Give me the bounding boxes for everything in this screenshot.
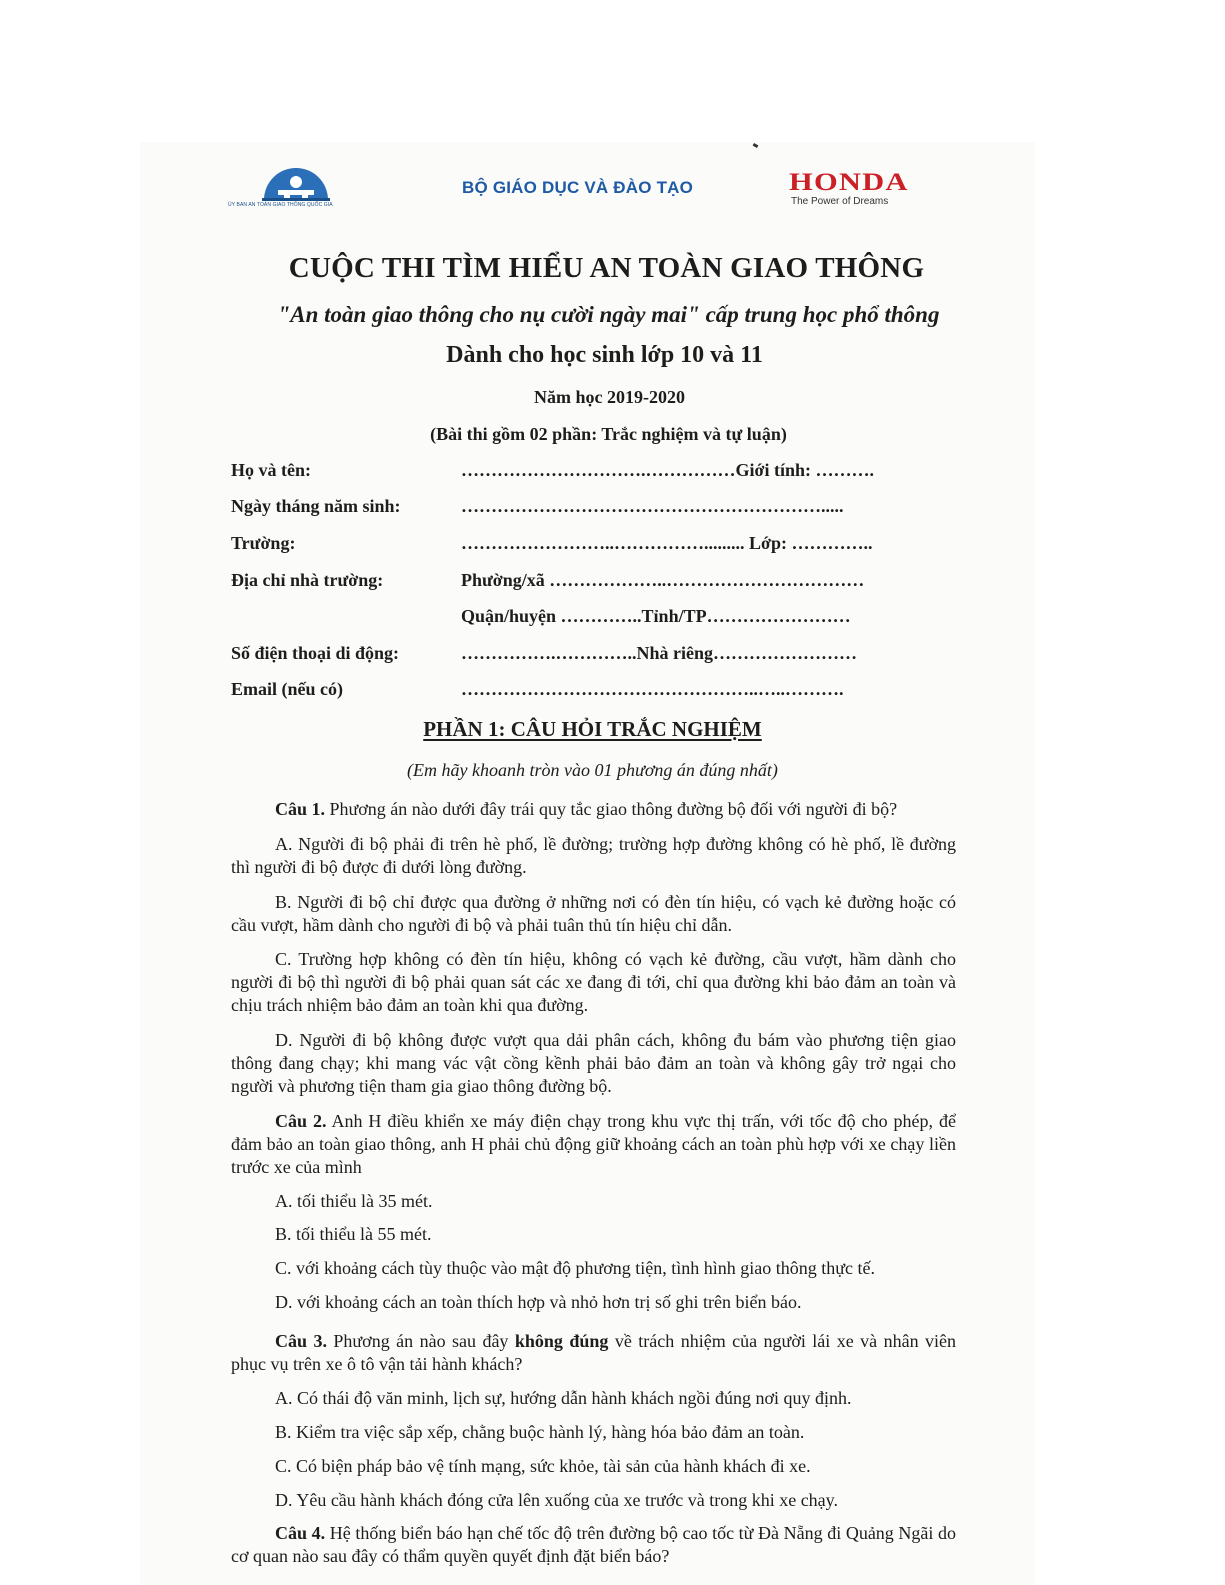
contest-subtitle: "An toàn giao thông cho nụ cười ngày mai" cấp trung học phổ thông [277, 302, 940, 327]
school-label: Trường: [231, 533, 296, 553]
name-label: Họ và tên: [231, 460, 311, 480]
question-3-label: Câu 3. [275, 1331, 327, 1351]
ward-field[interactable]: Phường/xã ………………..…………………………… [461, 570, 865, 590]
question-1-option-d[interactable]: D. Người đi bộ không được vượt qua dải phân cách, không đu bám vào phương tiện giao thông đang chạy; khi mang vác vật cồng kềnh phải bảo đảm an toàn và không gây trở ngại cho người và phương tiện tham gia giao thông đường bộ. [231, 1030, 956, 1096]
name-field[interactable]: ………………………….……………Giới tính: ………. [461, 460, 874, 480]
question-3-text-after: về trách nhiệm của người lái xe và nhân viên phục vụ trên xe ô tô vận tải hành khách? [231, 1331, 956, 1374]
honda-logo [787, 169, 909, 207]
question-1 [231, 798, 956, 821]
question-1-text: Phương án nào dưới đây trái quy tắc giao thông đường bộ đối với người đi bộ? [325, 799, 898, 819]
question-3 [231, 1330, 956, 1376]
question-1-label: Câu 1. [275, 799, 326, 819]
honda-tagline: The Power of Dreams [791, 196, 889, 207]
question-3-emphasis: không đúng [514, 1331, 609, 1351]
question-2-option-a[interactable]: A. tối thiểu là 35 mét. [275, 1191, 433, 1211]
email-field[interactable]: …………………………………………..…..………. [461, 679, 844, 699]
question-2-option-d[interactable]: D. với khoảng cách an toàn thích hợp và nhỏ hơn trị số ghi trên biển báo. [275, 1292, 802, 1312]
question-3-option-c[interactable]: C. Có biện pháp bảo vệ tính mạng, sức khỏe, tài sản của hành khách đi xe. [275, 1456, 811, 1476]
audience-line: Dành cho học sinh lớp 10 và 11 [446, 342, 763, 368]
question-3-option-d[interactable]: D. Yêu cầu hành khách đóng cửa lên xuống của xe trước và trong khi xe chạy. [275, 1490, 839, 1510]
question-3-option-b[interactable]: B. Kiểm tra việc sắp xếp, chằng buộc hành lý, hàng hóa bảo đảm an toàn. [275, 1422, 805, 1442]
email-label: Email (nếu có) [231, 679, 343, 699]
question-1-option-c[interactable]: C. Trường hợp không có đèn tín hiệu, không có vạch kẻ đường, cầu vượt, hầm dành cho người đi bộ thì người đi bộ phải quan sát các xe đang đi tới, chỉ qua đường khi bảo đảm an toàn và chịu trách nhiệm bảo đảm an toàn khi qua đường. [231, 949, 956, 1015]
question-2-label: Câu 2. [275, 1111, 327, 1131]
question-3-option-a[interactable]: A. Có thái độ văn minh, lịch sự, hướng dẫn hành khách ngồi đúng nơi quy định. [275, 1388, 852, 1408]
question-2 [231, 1110, 956, 1179]
question-4-label: Câu 4. [275, 1523, 326, 1543]
question-2-text: Anh H điều khiển xe máy điện chạy trong khu vực thị trấn, với tốc độ cho phép, để đảm bảo an toàn giao thông, anh H phải chủ động giữ khoảng cách an toàn phù hợp với xe chạy liền trước xe của mình [231, 1111, 956, 1177]
address-label: Địa chỉ nhà trường: [231, 570, 384, 590]
question-4-text: Hệ thống biển báo hạn chế tốc độ trên đường bộ cao tốc từ Đà Nẵng đi Quảng Ngãi do cơ quan nào sau đây có thẩm quyền quyết định đặt biển báo? [231, 1523, 957, 1566]
form-row-school [231, 533, 931, 559]
traffic-safety-emblem-icon [222, 160, 372, 204]
district-field[interactable]: Quận/huyện …………..Tỉnh/TP…………………… [461, 606, 851, 626]
form-row-dob [231, 496, 931, 522]
question-2-option-b[interactable]: B. tối thiểu là 55 mét. [275, 1224, 432, 1244]
question-1-option-b[interactable]: B. Người đi bộ chỉ được qua đường ở những nơi có đèn tín hiệu, có vạch kẻ đường hoặc có cầu vượt, hầm dành cho người đi bộ và phải tuân thủ tín hiệu chỉ dẫn. [231, 892, 956, 935]
exam-note: (Bài thi gồm 02 phần: Trắc nghiệm và tự luận) [430, 424, 787, 444]
phone-field[interactable]: …………….…………..Nhà riêng…………………… [461, 643, 857, 663]
dob-field[interactable]: ……………………………………………………..... [461, 496, 844, 516]
honda-wordmark: HONDA [788, 169, 909, 196]
form-row-phone [231, 643, 931, 669]
question-4 [231, 1522, 956, 1568]
ministry-name: BỘ GIÁO DỤC VÀ ĐÀO TẠO [462, 178, 694, 197]
phone-label: Số điện thoại di động: [231, 643, 400, 663]
national-traffic-safety-logo [222, 160, 372, 215]
section-title: PHẦN 1: CÂU HỎI TRẮC NGHIỆM [423, 717, 762, 741]
document-header [222, 160, 942, 220]
form-row-address [231, 570, 931, 596]
form-row-name [231, 460, 931, 486]
question-1-option-a[interactable]: A. Người đi bộ phải đi trên hè phố, lề đường; trường hợp đường không có hè phố, lề đường thì người đi bộ được đi dưới lòng đường. [231, 834, 956, 877]
question-2-option-c[interactable]: C. với khoảng cách tùy thuộc vào mật độ phương tiện, tình hình giao thông thực tế. [275, 1258, 875, 1278]
section-instruction: (Em hãy khoanh tròn vào 01 phương án đúng nhất) [407, 760, 778, 780]
form-row-district [231, 606, 931, 632]
school-year: Năm học 2019-2020 [534, 387, 685, 407]
dob-label: Ngày tháng năm sinh: [231, 496, 401, 516]
school-field[interactable]: ……………………..……………......... Lớp: ………….. [461, 533, 873, 553]
left-logo-caption: ỦY BAN AN TOÀN GIAO THÔNG QUỐC GIA [228, 202, 333, 208]
question-3-text-before: Phương án nào sau đây [326, 1331, 515, 1351]
form-row-email [231, 679, 931, 705]
contest-title: CUỘC THI TÌM HIỂU AN TOÀN GIAO THÔNG [288, 252, 925, 284]
